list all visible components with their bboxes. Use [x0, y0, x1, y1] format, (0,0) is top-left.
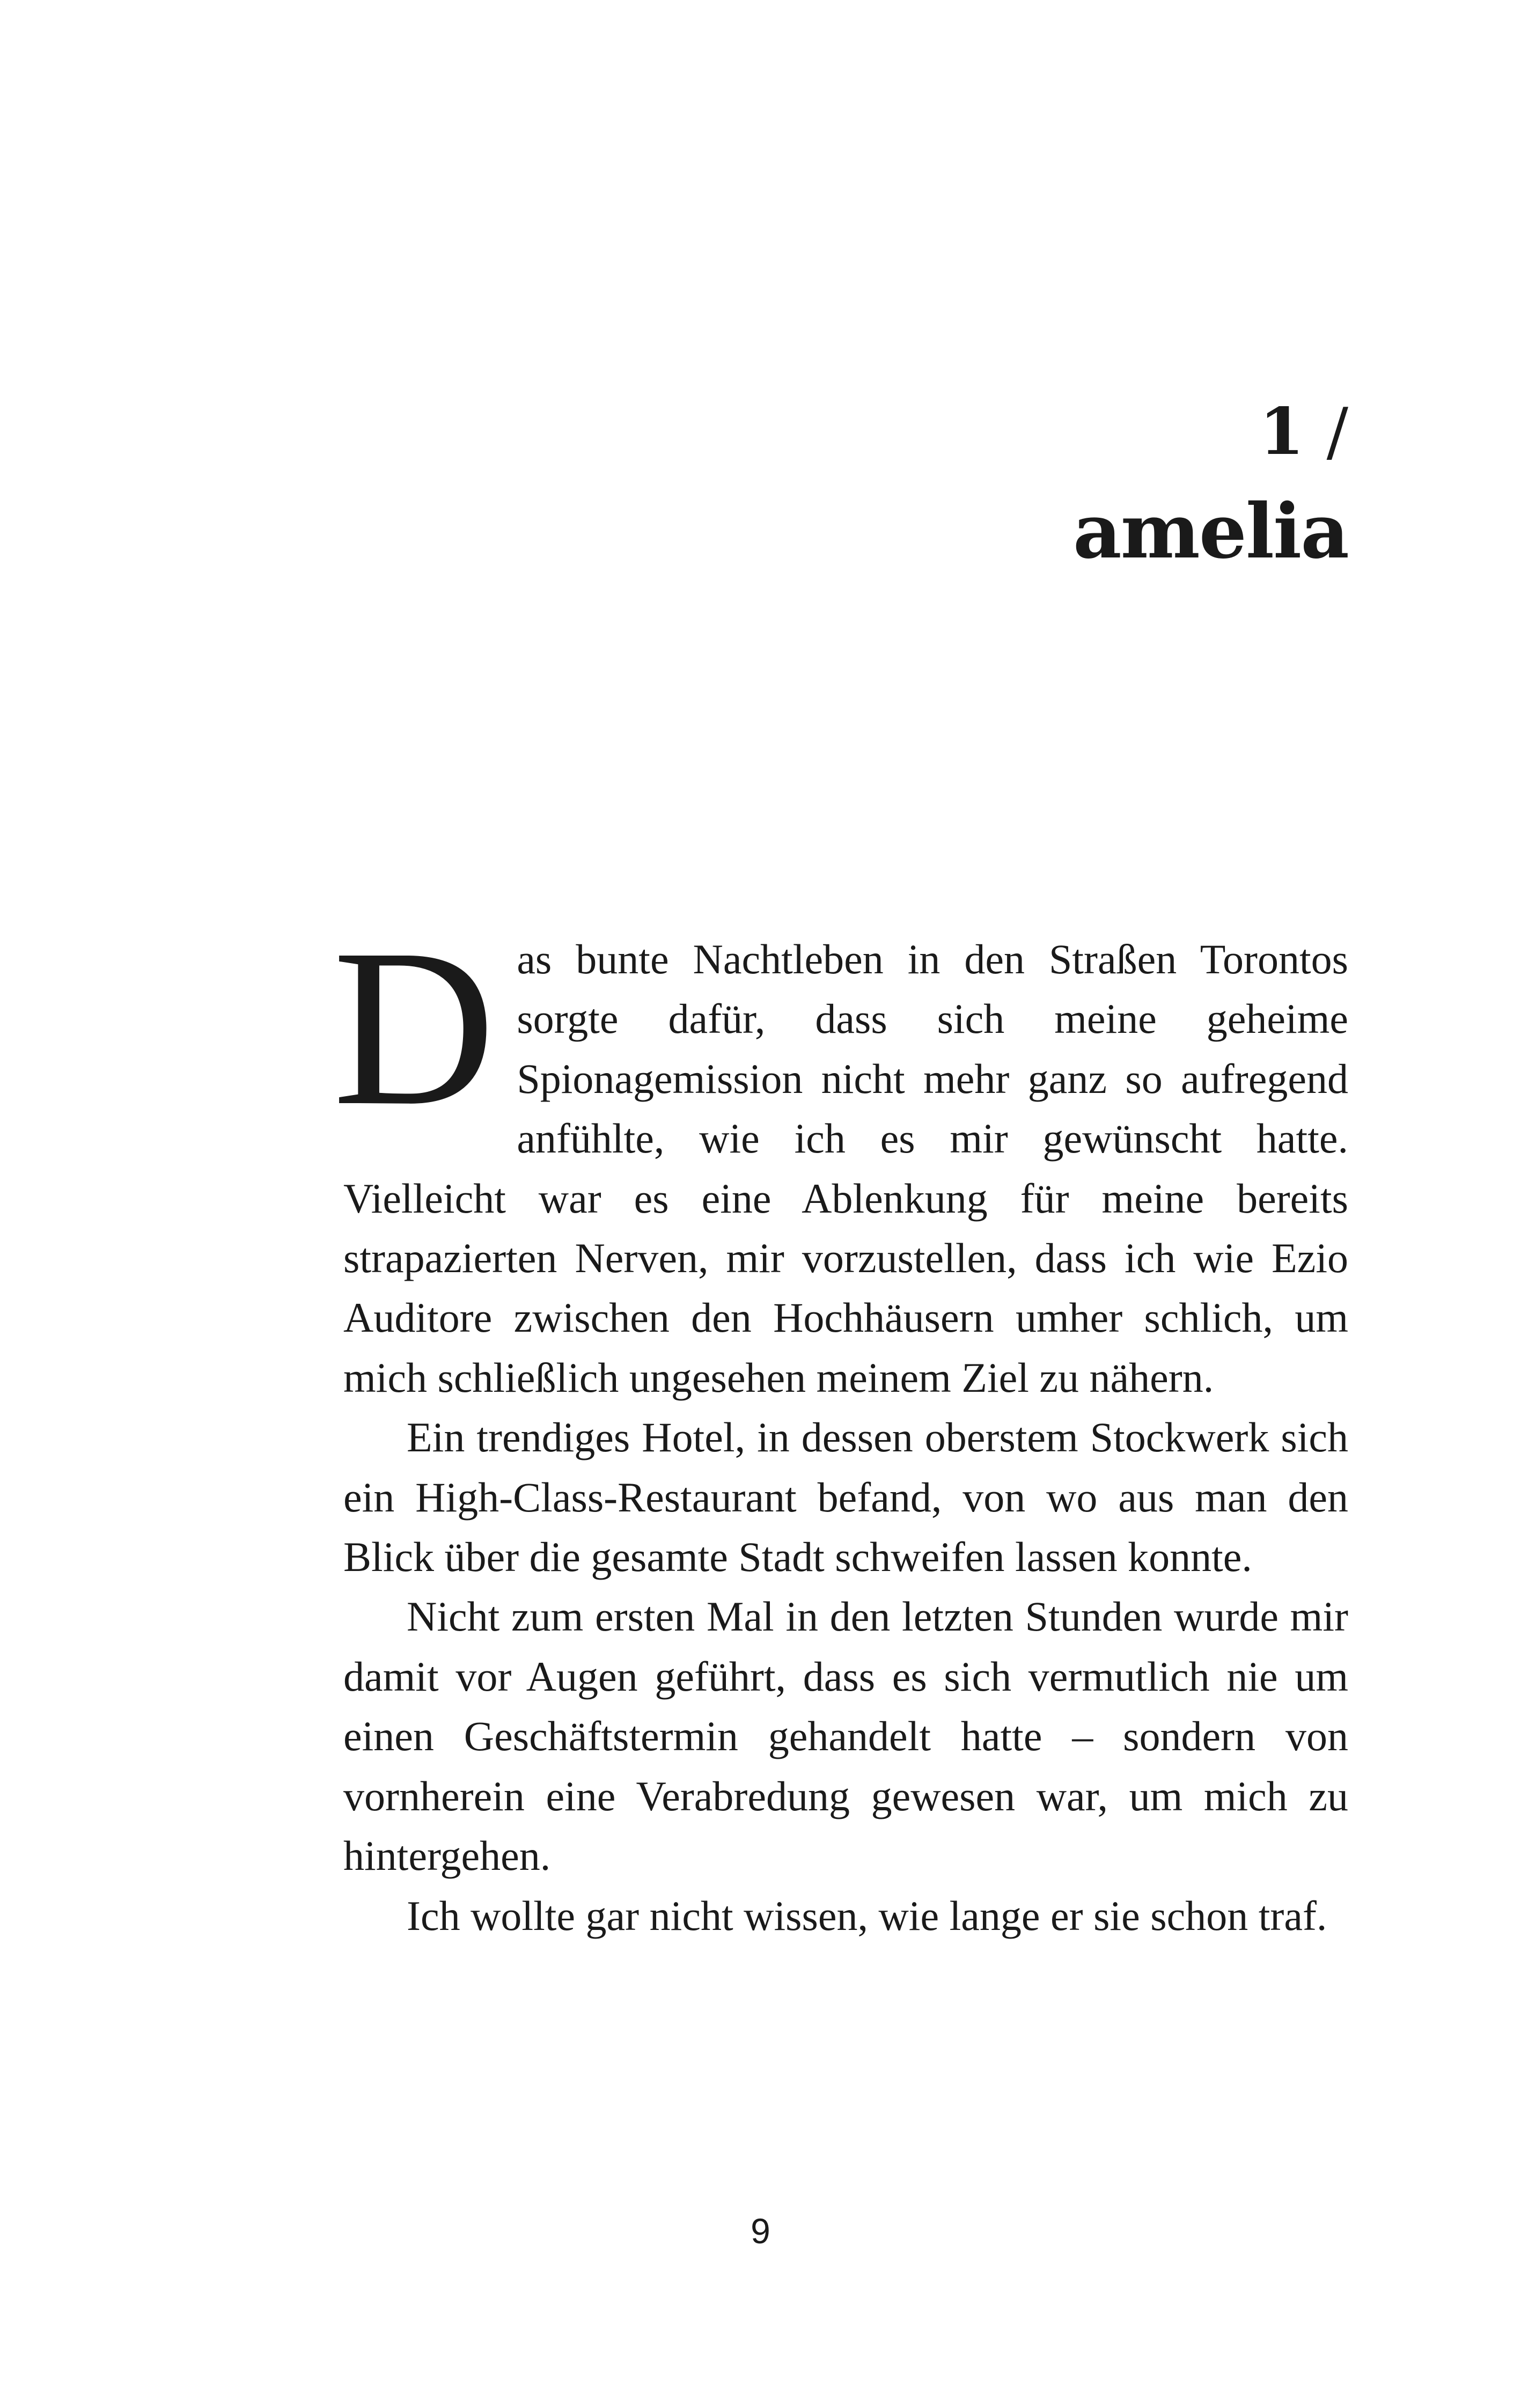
chapter-title: amelia: [1073, 488, 1348, 576]
paragraph-2: Ein trendiges Hotel, in dessen oberstem Stockwerk sich ein High-Class-Restaurant befand, von wo aus man den Blick über die gesamte Stadt schweifen lassen konnte.: [343, 1414, 1348, 1581]
page-number: 9: [751, 2211, 770, 2251]
drop-cap: D: [333, 902, 496, 1152]
chapter-number: 1: [1259, 394, 1304, 469]
paragraph-3: Nicht zum ersten Mal in den letzten Stunden wurde mir damit vor Augen geführt, dass es sich vermutlich nie um einen Geschäftstermin gehandelt hatte – sondern von vornherein eine Verabredung gewesen war, um mich zu hintergehen.: [343, 1593, 1348, 1880]
paragraph-1: [333, 902, 1348, 1407]
chapter-heading: [1073, 386, 1348, 585]
chapter-slash: /: [1326, 395, 1348, 469]
paragraph-4: Ich wollte gar nicht wissen, wie lange er sie schon traf.: [407, 1892, 1327, 1939]
paragraph-1-text: as bunte Nachtleben in den Straßen Torontos sorgte dafür, dass sich meine geheime Spionagemission nicht mehr ganz so aufregend anfühlte, wie ich es mir gewünscht hatte. Vielleicht war es eine Ablenkung für meine bereits strapazierten Nerven, mir vorzustellen, dass ich wie Ezio Auditore zwischen den Hochhäusern umher schlich, um mich schließlich ungesehen meinem Ziel zu nähern.: [343, 936, 1348, 1401]
chapter-number-line: [1073, 386, 1348, 478]
body-text: [333, 902, 1348, 1946]
